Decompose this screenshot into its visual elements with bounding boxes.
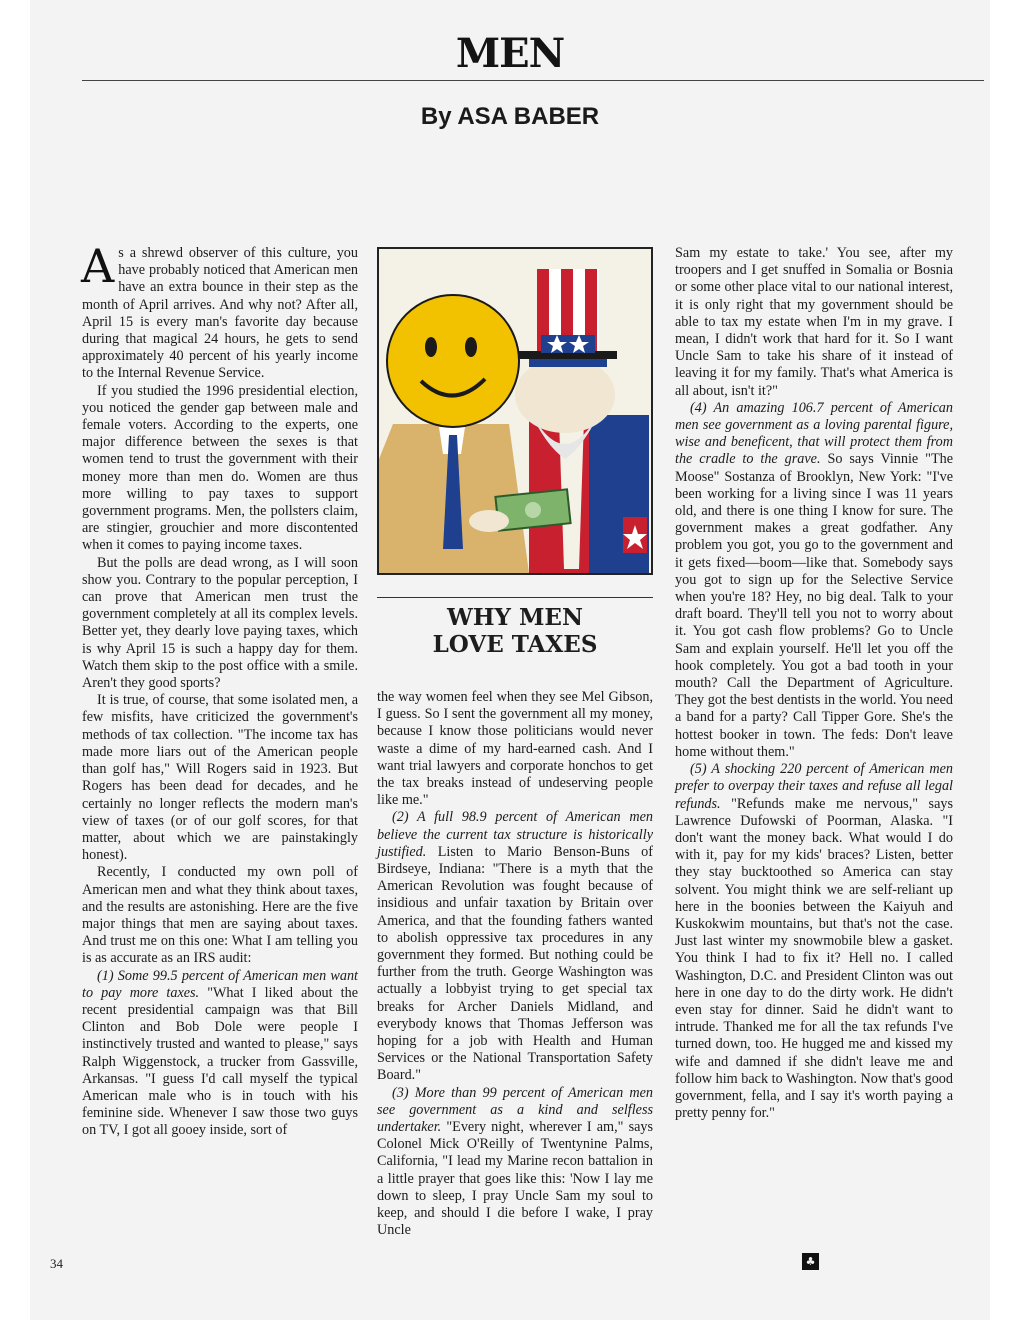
poll-finding: (4) An amazing 106.7 percent of American men see government as a loving parental figure, wise and beneficent, that will protect them from the cradle to the grave. <box>675 399 953 468</box>
headline-rule <box>377 597 653 598</box>
paragraph-text: the way women feel when they see Mel Gibson, I guess. So I sent the government all my money, because I know those politicians would never waste a dime of my hard-earned cash. And I want trial lawyers and corporate honchos to get the tax breaks instead of undeserving people like me." <box>377 689 653 809</box>
paragraph-text: It is true, of course, that some isolated men, a few misfits, have criticized the government's methods of tax collection. "The income tax has made more liars out of the American people than golf has," Will Rogers said in 1923. But Rogers has been dead for decades, and he certainly no longer reflects the modern man's view of taxes (or of our golf scores, for that matter, about which we are painstakingly honest). <box>82 692 358 864</box>
article-paragraph <box>82 864 358 967</box>
article-paragraph <box>675 400 953 761</box>
paragraph-text: "What I liked about the recent presidential campaign was that Bill Clinton and Bob Dole were people I instinctively trusted and wanted to please," says Ralph Wiggenstock, a trucker from Gassville, Arkansas. "I guess I'd call myself the typical American male who is in touch with his feminine side. Whenever I saw those two guys on TV, I got all gooey inside, sort of <box>82 984 358 1139</box>
uncle-sam-face-icon <box>515 357 615 433</box>
article-paragraph <box>82 968 358 1140</box>
column-2 <box>377 689 653 1240</box>
poll-finding: (3) More than 99 percent of American men see government as a kind and selfless undertaker. <box>377 1084 653 1136</box>
rabbit-head-icon: ♣ <box>802 1253 819 1270</box>
paragraph-text: If you studied the 1996 presidential election, you noticed the gender gap between male and female voters. According to the experts, one major difference between the sexes is that women tend to trust the government with their money more than men do. Women are thus more willing to pay taxes to support government programs. Men, the pollsters claim, are stingier, grouchier and more discontented when it comes to paying income taxes. <box>82 382 358 554</box>
drop-cap: A <box>81 239 115 293</box>
column-3 <box>675 245 953 1122</box>
illustration-svg <box>379 249 651 573</box>
headline-line-1: WHY MEN <box>446 604 583 631</box>
paragraph-text: So says Vinnie "The Moose" Sostanza of Brooklyn, New York: "I've been working for a living since I was 11 years old, and there is one thing I know for sure. The government makes a great godfather. Any problem you got, you go to the government and it gets fixed—boom—like that. Somebody says you got to sign up for the Selective Service when you're 18? Hey, no big deal. Talk to your draft board. They'll tell you not to worry about it. You got cash flow problems? Go to Uncle Sam and explain yourself. He'll let you off the hook completely. You got a bad tooth in your mouth? Call the Department of Agriculture. They got the best dentists in the world. You need a band for a party? Call Tipper Gore. She's the hottest booker in town. The feds: Don't leave home without them." <box>675 451 953 760</box>
poll-finding: (2) A full 98.9 percent of American men believe the current tax structure is historically justified. <box>377 809 653 860</box>
section-title: MEN <box>455 30 565 77</box>
poll-finding: (5) A shocking 220 percent of American men prefer to overpay their taxes and refuse all legal refunds. <box>675 761 953 812</box>
paragraph-text: "Every night, wherever I am," says Colonel Mick O'Reilly of Twentynine Palms, California, "I lead my Marine recon battalion in a little prayer that goes like this: 'Now I lay me down to sleep, I pray Uncle Sam my soul to keep, and should I die before I wake, I pray Uncle <box>377 1119 653 1239</box>
paragraph-text: But the polls are dead wrong, as I will soon show you. Contrary to the popular perception, I can prove that American men trust the government completely at all its complex levels. Better yet, they dearly love paying taxes, which is why April 15 is such a happy day for them. Watch them skip to the post office with a smile. Aren't they good sports? <box>82 554 359 692</box>
article-illustration <box>377 247 653 575</box>
paragraph-text: Recently, I conducted my own poll of American men and what they think about taxes, and the results are astonishing. Here are the five major things that men are saying about taxes. And trust me on this one: What I am telling you is as accurate as an IRS audit: <box>82 864 358 967</box>
paragraph-text: "Refunds make me nervous," says Lawrence Dufowski of Poorman, Alaska. "I don't want the money back. What would I do with it, pay for my kids' braces? Listen, better they stay bucktoothed so America can stay solvent. You might think we are self-reliant up here in the boonies between the Kaiyuh and Kuskokwim mountains, but that's not the case. Just last winter my snowmobile blew a gasket. You think I had to fix it? Hell no. I called Washington, D.C. and President Clinton was out here in one day to do the dirty work. He didn't even stay for dinner. Said he didn't want to intrude. Thanked me for all the tax refunds I've turned down, too. He hugged me and kissed my wife and damned if she didn't leave me and follow him back to Washington. Now that's good government, fella, and I say it's worth paying a pretty penny for." <box>675 795 953 1122</box>
header-rule <box>82 80 984 81</box>
smiley-face-icon <box>387 295 519 427</box>
article-paragraph <box>82 555 358 693</box>
column-1 <box>81 239 359 1140</box>
headline-line-2: LOVE TAXES <box>432 631 598 658</box>
article-paragraph <box>377 809 653 1084</box>
poll-finding: (1) Some 99.5 percent of American men want to pay more taxes. <box>82 967 358 1001</box>
paragraph-text: Sam my estate to take.' You see, after my troopers and I get snuffed in Somalia or Bosnia or some other place vital to our national interest, it is only right that my government should be able to tax my estate when I'm in my grave. I mean, I didn't work that hard for it. So I want Uncle Sam to take his share of it instead of leaving it for my family. That's what America is all about, isn't it?" <box>675 245 953 399</box>
page-number: 34 <box>50 1256 63 1271</box>
article-paragraph <box>81 239 358 383</box>
paragraph-text: Listen to Mario Benson-Buns of Birdseye, Indiana: "There is a myth that the American Revolution was fought because of insidious and unfair taxation by Britain over America, and that the founding fathers wanted to abolish oppressive tax procedures in any government they formed. But nothing could be further from the truth. George Washington was actually a lobbyist trying to get special tax breaks for Archer Daniels Midland, and everybody knows that Thomas Jefferson was hoping for a job with Health and Human Services or the National Transportation Safety Board." <box>377 843 653 1084</box>
byline: By ASA BABER <box>420 103 600 130</box>
magazine-page <box>30 0 990 1320</box>
article-paragraph <box>675 761 953 1122</box>
article-headline <box>377 604 653 658</box>
article-paragraph <box>377 1085 653 1240</box>
article-paragraph <box>377 689 653 809</box>
article-paragraph <box>82 692 358 864</box>
paragraph-text: s a shrewd observer of this culture, you have probably noticed that American men have an extra bounce in their step as the month of April arrives. And why not? After all, April 15 is every man's favorite day because during that magical 24 hours, he gets to send approximately 40 percent of his yearly income to the Internal Revenue Service. <box>82 245 358 382</box>
article-paragraph <box>82 383 358 555</box>
article-paragraph <box>675 245 953 400</box>
